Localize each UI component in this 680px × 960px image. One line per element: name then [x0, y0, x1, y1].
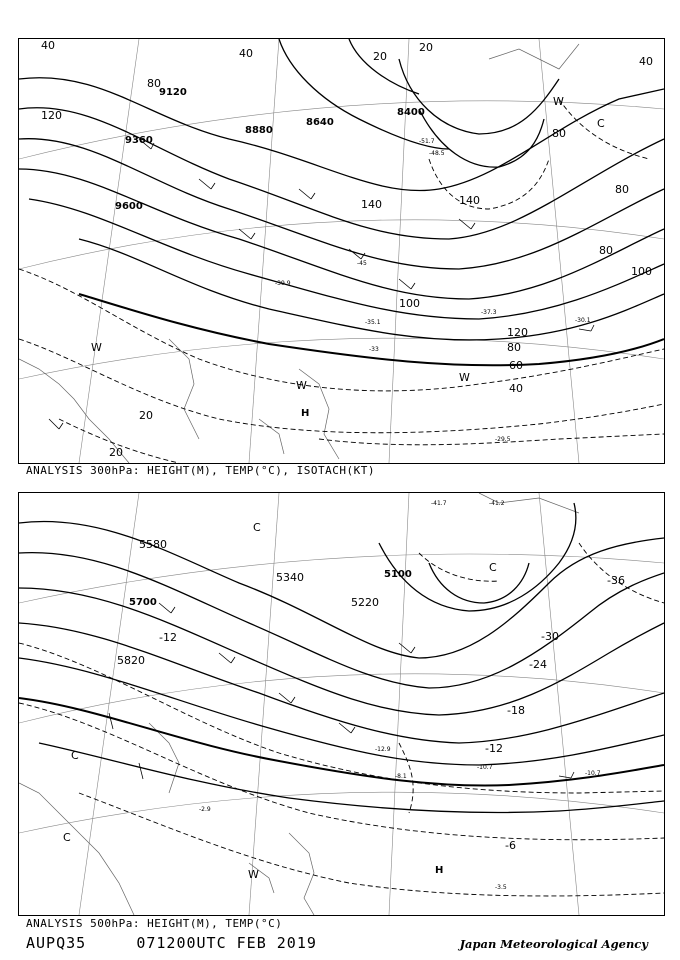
height-label: 5220 [351, 596, 379, 609]
high-pressure-marker: H [301, 408, 310, 419]
temperature-label: -45 [357, 260, 367, 267]
cold-center-marker: C [63, 831, 71, 844]
temp-contour-label: -30 [541, 630, 559, 643]
cold-center-marker: C [597, 117, 605, 130]
isotach-label: 80 [507, 341, 521, 354]
height-label: 5820 [117, 654, 145, 667]
temp-contour-label: -18 [507, 704, 525, 717]
isotach-label: 60 [509, 359, 523, 372]
temperature-label: -35.1 [365, 319, 381, 326]
temp-contour-label: -6 [505, 839, 516, 852]
temperature-label: -10.7 [585, 770, 601, 777]
isotach-label: 140 [459, 194, 480, 207]
temperature-label: -3.5 [495, 884, 507, 891]
isotach-label: 120 [507, 326, 528, 339]
isotach-label: 100 [399, 297, 420, 310]
temperature-label: -12.9 [375, 746, 391, 753]
isotach-label: 20 [373, 50, 387, 63]
temperature-label: -10.7 [477, 764, 493, 771]
height-label: 9360 [125, 135, 153, 146]
map-300hpa-canvas [19, 39, 664, 463]
height-label: 8400 [397, 107, 425, 118]
temp-contour-label: -36 [607, 574, 625, 587]
warm-center-marker: W [91, 341, 102, 354]
warm-center-marker: W [459, 371, 470, 384]
temperature-label: -37.3 [481, 309, 497, 316]
isotach-label: 80 [147, 77, 161, 90]
high-pressure-marker: H [435, 865, 444, 876]
height-label: 5700 [129, 597, 157, 608]
isotach-label: 20 [419, 41, 433, 54]
warm-center-marker: W [553, 95, 564, 108]
panel-300-caption: ANALYSIS 300hPa: HEIGHT(M), TEMP(°C), ISOTACH(KT) [26, 464, 376, 477]
isotach-label: 80 [599, 244, 613, 257]
cold-center-marker: C [253, 521, 261, 534]
temperature-label: -51.7 [419, 138, 435, 145]
height-label: 5580 [139, 538, 167, 551]
cold-center-marker: C [489, 561, 497, 574]
temperature-label: -41.7 [431, 500, 447, 507]
isotach-label: 100 [631, 265, 652, 278]
cold-center-marker: C [71, 749, 79, 762]
temperature-label: -30.1 [575, 317, 591, 324]
isotach-label: 40 [639, 55, 653, 68]
map-300hpa [18, 38, 665, 464]
temperature-label: -8.1 [395, 773, 407, 780]
temperature-label: -33 [369, 346, 379, 353]
map-500hpa-canvas [19, 493, 664, 915]
isotach-label: 40 [509, 382, 523, 395]
height-label: 8880 [245, 125, 273, 136]
temp-contour-label: -12 [159, 631, 177, 644]
isotach-label: 20 [139, 409, 153, 422]
temperature-label: -48.5 [429, 150, 445, 157]
panel-500-caption: ANALYSIS 500hPa: HEIGHT(M), TEMP(°C) [26, 917, 283, 930]
map-500hpa [18, 492, 665, 916]
isotach-label: 80 [552, 127, 566, 140]
temperature-label: -39.9 [275, 280, 291, 287]
height-label: 9600 [115, 201, 143, 212]
agency-name: Japan Meteorological Agency [459, 937, 648, 951]
temp-contour-label: -12 [485, 742, 503, 755]
temp-contour-label: -24 [529, 658, 547, 671]
isotach-label: 140 [361, 198, 382, 211]
height-label: 9120 [159, 87, 187, 98]
isotach-label: 40 [41, 39, 55, 52]
isotach-label: 120 [41, 109, 62, 122]
isotach-label: 20 [109, 446, 123, 459]
isotach-label: 80 [615, 183, 629, 196]
temperature-label: -41.2 [489, 500, 505, 507]
temperature-label: -2.9 [199, 806, 211, 813]
warm-center-marker: W [248, 868, 259, 881]
height-label: 5340 [276, 571, 304, 584]
coastline [19, 44, 579, 463]
graticule [19, 493, 664, 915]
height-label: 5100 [384, 569, 412, 580]
dashed-contours [19, 99, 664, 463]
chart-code: AUPQ35 071200UTC FEB 2019 [26, 934, 317, 952]
warm-center-marker: W [296, 379, 307, 392]
height-label: 8640 [306, 117, 334, 128]
isotach-label: 40 [239, 47, 253, 60]
temperature-label: -29.5 [495, 436, 511, 443]
